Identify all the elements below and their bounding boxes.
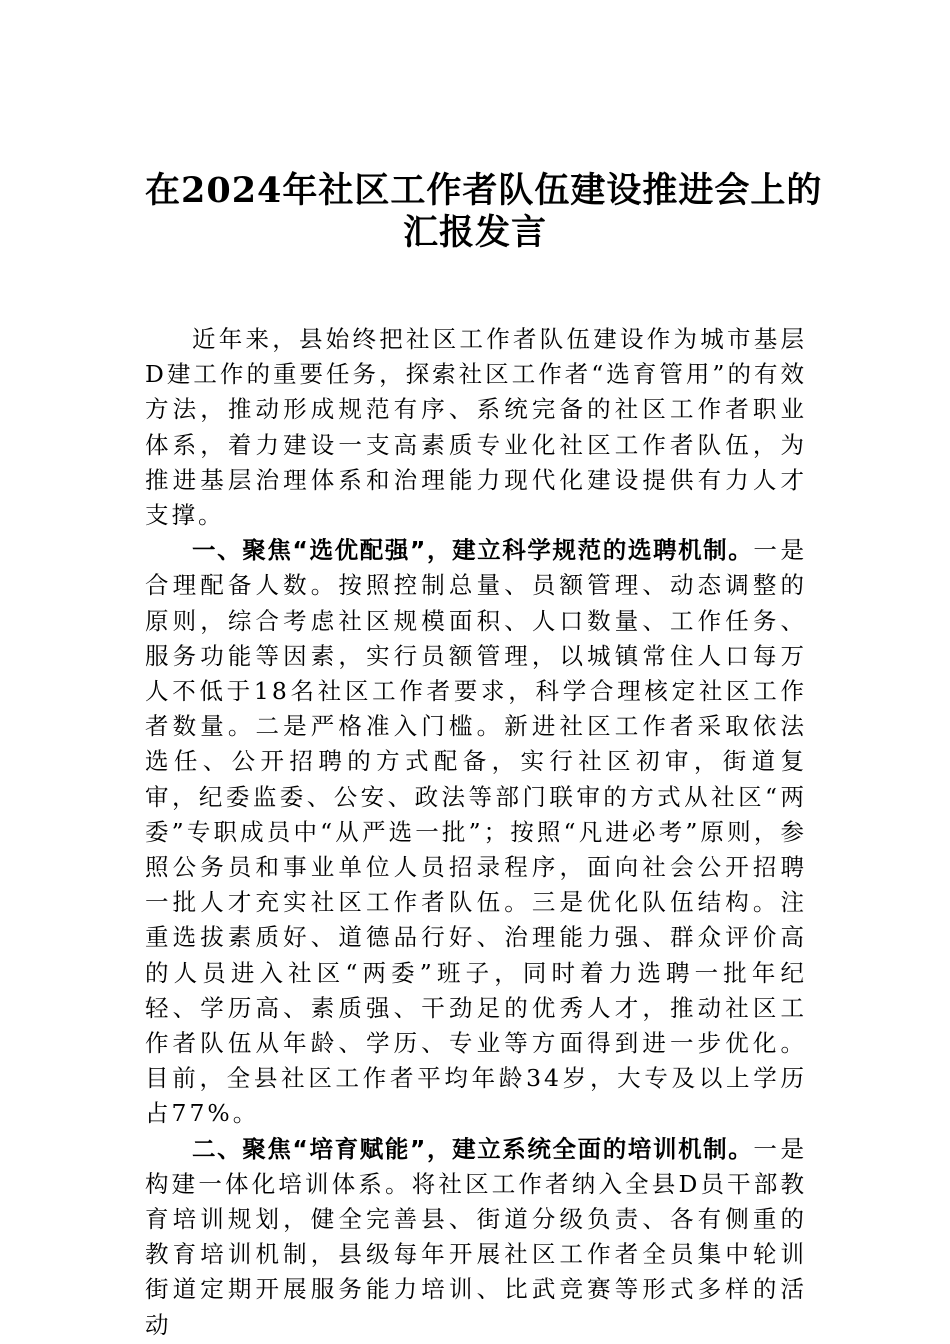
document-body [145, 322, 807, 1343]
document-title-line-2: 汇报发言 [402, 212, 547, 253]
section-1-body: 一是合理配备人数。按照控制总量、员额管理、动态调整的原则，综合考虑社区规模面积、人口数量、工作任务、服务功能等因素，实行员额管理，以城镇常住人口每万人不低于18名社区工作者要求，科学合理核定社区工作者数量。二是严格准入门槛。新进社区工作者采取依法选任、公开招聘的方式配备，实行社区初审，街道复审，纪委监委、公安、政法等部门联审的方式从社区“两委”专职成员中“从严选一批”；按照“凡进必考”原则，参照公务员和事业单位人员招录程序，面向社会公开招聘一批人才充实社区工作者队伍。三是优化队伍结构。注重选拔素质好、道德品行好、治理能力强、群众评价高的人员进入社区“两委”班子，同时着力选聘一批年纪轻、学历高、素质强、干劲足的优秀人才，推动社区工作者队伍从年龄、学历、专业等方面得到进一步优化。目前，全县社区工作者平均年龄34岁，大专及以上学历占77%。 [145, 536, 807, 1128]
section-2-body: 一是构建一体化培训体系。将社区工作者纳入全县D员干部教育培训规划，健全完善县、街道分级负责、各有侧重的教育培训机制，县级每年开展社区工作者全员集中轮训街道定期开展服务能力培训、比武竞赛等形式多样的活动 [145, 1134, 807, 1339]
document-title-line-1: 在2024年社区工作者队伍建设推进会上的 [145, 170, 823, 211]
section-1-heading: 一、聚焦“选优配强”，建立科学规范的选聘机制。 [192, 536, 754, 565]
section-1-paragraph [145, 533, 807, 1131]
section-2-heading: 二、聚焦“培育赋能”，建立系统全面的培训机制。 [192, 1134, 754, 1163]
section-2-paragraph [145, 1132, 807, 1343]
intro-paragraph: 近年来，县始终把社区工作者队伍建设作为城市基层D建工作的重要任务，探索社区工作者“选育管用”的有效方法，推动形成规范有序、系统完备的社区工作者职业体系，着力建设一支高素质专业化社区工作者队伍，为推进基层治理体系和治理能力现代化建设提供有力人才支撑。 [145, 325, 807, 530]
